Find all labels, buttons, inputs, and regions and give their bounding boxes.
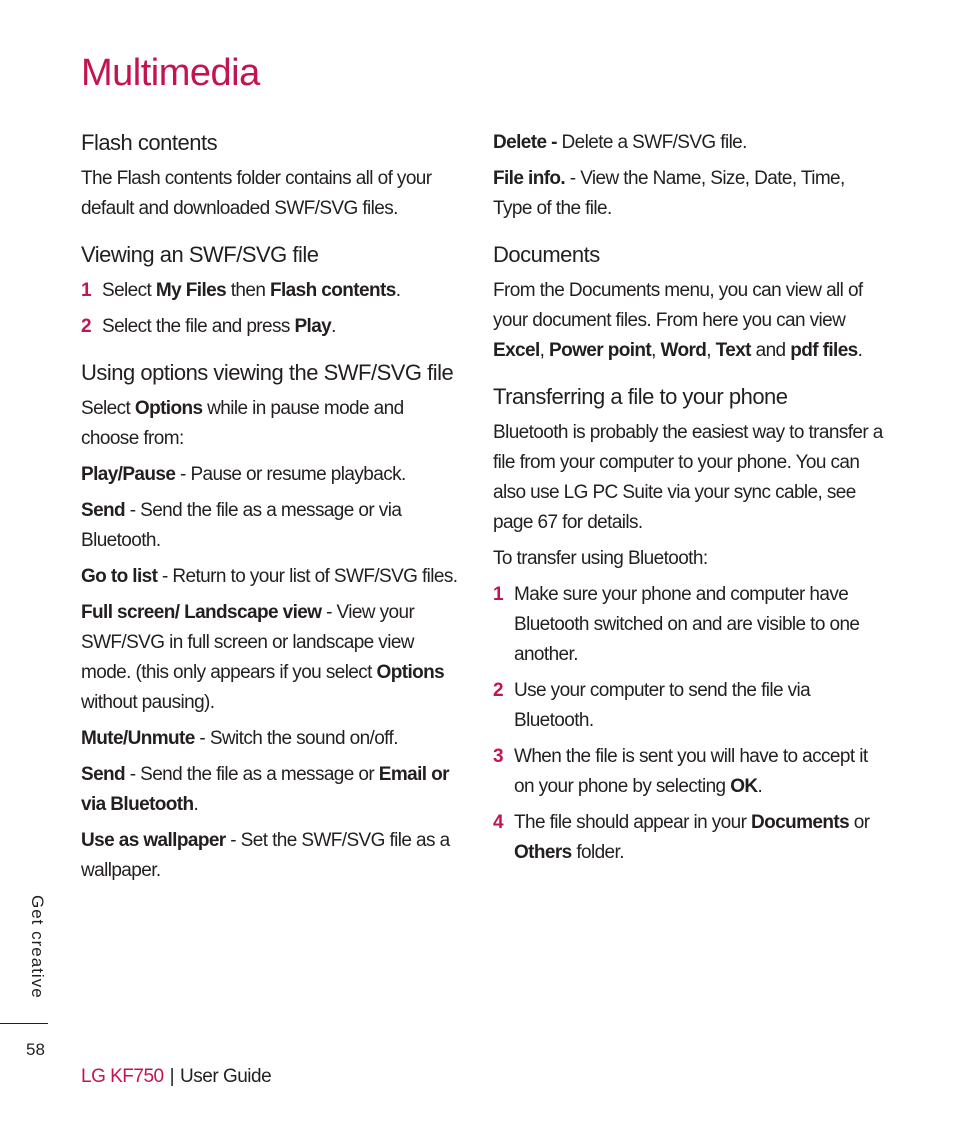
viewing-step-1: 1 Select My Files then Flash contents.	[81, 280, 401, 301]
option-item: Use as wallpaper - Set the SWF/SVG file as a wallpaper.	[81, 830, 450, 881]
option-item: Go to list - Return to your list of SWF/SVG files.	[81, 566, 458, 587]
transfer-step-1: 1 Make sure your phone and computer have Bluetooth switched on and are visible to one another.	[493, 584, 860, 665]
side-divider	[0, 1023, 48, 1024]
footer-separator: |	[169, 1066, 175, 1087]
option-item: Mute/Unmute - Switch the sound on/off.	[81, 728, 398, 749]
options-intro: Select Options while in pause mode and choose from:	[81, 398, 404, 449]
transfer-intro: To transfer using Bluetooth:	[493, 548, 708, 569]
footer-model: LG KF750	[81, 1066, 164, 1087]
page-number: 58	[26, 1040, 45, 1059]
documents-heading: Documents	[493, 242, 600, 267]
transfer-step-2: 2 Use your computer to send the file via Bluetooth.	[493, 680, 811, 731]
viewing-heading: Viewing an SWF/SVG file	[81, 242, 319, 267]
delete-option: Delete - Delete a SWF/SVG file.	[493, 132, 747, 153]
transfer-step-3: 3 When the file is sent you will have to accept it on your phone by selecting OK.	[493, 746, 868, 797]
documents-body: From the Documents menu, you can view all of your document files. From here you can view Excel, Power point, Word, Text and pdf files.	[493, 280, 863, 361]
transfer-body: Bluetooth is probably the easiest way to transfer a file from your computer to your phone. You can also use LG PC Suite via your sync cable, see page 67 for details.	[493, 422, 883, 533]
flash-contents-heading: Flash contents	[81, 130, 218, 155]
option-item: Send - Send the file as a message or via Bluetooth.	[81, 500, 402, 551]
option-item: Play/Pause - Pause or resume playback.	[81, 464, 406, 485]
left-column	[81, 128, 459, 892]
flash-contents-body: The Flash contents folder contains all of your default and downloaded SWF/SVG files.	[81, 168, 432, 219]
viewing-step-2: 2 Select the file and press Play.	[81, 316, 336, 337]
page-title: Multimedia	[81, 52, 260, 94]
option-item: Send - Send the file as a message or Email or via Bluetooth.	[81, 764, 449, 815]
transfer-step-4: 4 The file should appear in your Documents or Others folder.	[493, 812, 870, 863]
footer-guide: User Guide	[180, 1066, 272, 1087]
file-info-option: File info. - View the Name, Size, Date, Time, Type of the file.	[493, 168, 845, 219]
option-item: Full screen/ Landscape view - View your SWF/SVG in full screen or landscape view mode. (this only appears if you select Options without pausing).	[81, 602, 445, 713]
footer	[81, 1066, 271, 1088]
section-side-label: Get creative	[28, 895, 47, 999]
transfer-heading: Transferring a file to your phone	[493, 384, 788, 409]
options-heading: Using options viewing the SWF/SVG file	[81, 360, 454, 385]
right-column	[493, 128, 883, 874]
